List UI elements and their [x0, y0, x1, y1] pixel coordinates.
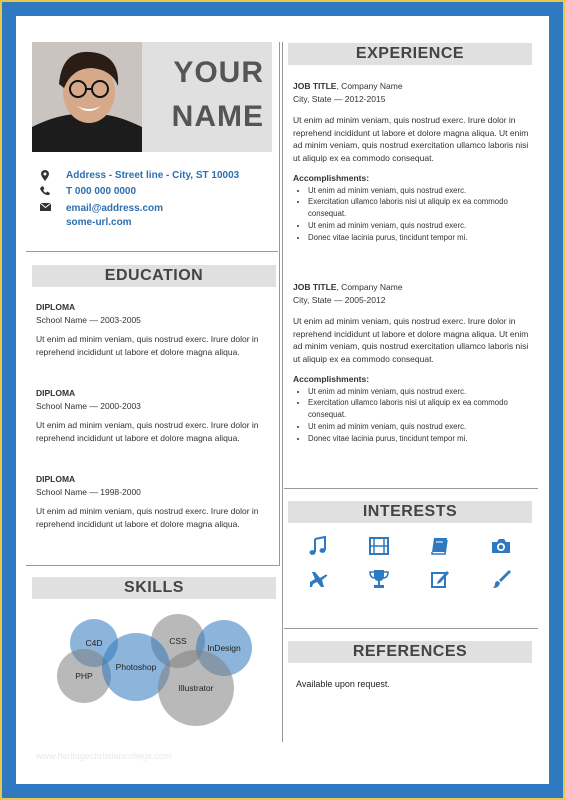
- accomplishments-label: Accomplishments:: [293, 173, 370, 183]
- school: School Name — 1998-2000: [36, 486, 141, 497]
- skill-label: C4D: [85, 638, 103, 648]
- phone-text: T 000 000 0000: [66, 186, 137, 197]
- company-name: , Company Name: [336, 282, 403, 292]
- list-item: • Ut enim ad minim veniam, quis nostrud exerc.: [308, 386, 533, 398]
- music-note-icon: [307, 535, 331, 559]
- education-description: Ut enim ad minim veniam, quis nostrud exerc. Irure dolor in reprehend incididunt ut labore et dolore magna aliqua.: [36, 506, 259, 529]
- list-item: • Exercitation ullamco laboris nisi ut aliquip ex ea commodo consequat.: [308, 196, 533, 220]
- list-item: • Ut enim ad minim veniam, quis nostrud exerc.: [308, 421, 533, 433]
- degree: DIPLOMA: [36, 388, 76, 398]
- watermark: www.heritagechristiancollege.com: [36, 751, 172, 761]
- camera-icon: [490, 535, 514, 559]
- profile-photo: [32, 42, 142, 152]
- skills-heading: SKILLS: [32, 577, 276, 599]
- job-title: JOB TITLE: [293, 81, 337, 91]
- job-description: Ut enim ad minim veniam, quis nostrud exerc. Irure dolor in reprehend incididunt ut labore et dolore magna aliqua. Ut enim ad minim veniam, quis nostrud exercitation ullamco laboris nisi ut aliquip ex ea commodo consequat.: [293, 115, 529, 163]
- resume-page: [16, 16, 549, 784]
- company-name: , Company Name: [336, 81, 403, 91]
- divider: [282, 42, 283, 742]
- school: School Name — 2000-2003: [36, 400, 141, 411]
- job-entry: [293, 80, 533, 243]
- education-item: [36, 473, 268, 530]
- airplane-icon: [307, 568, 331, 592]
- school: School Name — 2003-2005: [36, 314, 141, 325]
- name-line-2: NAME: [171, 100, 264, 133]
- skill-label: PHP: [75, 671, 93, 681]
- skill-bubble-php: [57, 649, 111, 703]
- job-location: City, State — 2012-2015: [293, 93, 386, 104]
- film-strip-icon: [368, 535, 392, 559]
- job-title: JOB TITLE: [293, 282, 337, 292]
- skill-bubble-illustrator: [158, 650, 234, 726]
- list-item: • Ut enim ad minim veniam, quis nostrud exerc.: [308, 220, 533, 232]
- name-box: [142, 42, 272, 152]
- book-icon: [429, 535, 453, 559]
- job-entry: [293, 281, 533, 444]
- list-item: • Donec vitae lacinia purus, tincidunt tempor mi.: [308, 433, 533, 445]
- phone-icon: [38, 186, 52, 199]
- address-text: Address - Street line - City, ST 10003: [66, 170, 240, 181]
- experience-heading: EXPERIENCE: [288, 43, 532, 65]
- divider: [284, 628, 538, 629]
- education-item: [36, 301, 268, 358]
- references-heading: REFERENCES: [288, 641, 532, 663]
- divider: [284, 488, 538, 489]
- list-item: • Donec vitae lacinia purus, tincidunt tempor mi.: [308, 232, 533, 244]
- envelope-icon: [38, 203, 52, 214]
- skills-bubble-chart: [46, 606, 266, 736]
- accomplishments-list: [293, 185, 533, 244]
- trophy-icon: [368, 568, 392, 592]
- paintbrush-icon: [490, 568, 514, 592]
- interests-heading: INTERESTS: [288, 501, 532, 523]
- divider: [26, 251, 278, 252]
- skill-label: InDesign: [207, 643, 241, 653]
- education-description: Ut enim ad minim veniam, quis nostrud exerc. Irure dolor in reprehend incididunt ut labore et dolore magna aliqua.: [36, 420, 259, 443]
- education-item: [36, 387, 268, 444]
- skill-label: CSS: [169, 636, 187, 646]
- accomplishments-label: Accomplishments:: [293, 374, 370, 384]
- degree: DIPLOMA: [36, 474, 76, 484]
- degree: DIPLOMA: [36, 302, 76, 312]
- name-line-1: YOUR: [173, 56, 264, 89]
- accomplishments-list: [293, 386, 533, 445]
- divider: [26, 565, 280, 566]
- education-heading: EDUCATION: [32, 265, 276, 287]
- list-item: • Ut enim ad minim veniam, quis nostrud exerc.: [308, 185, 533, 197]
- skill-label: Illustrator: [178, 683, 214, 693]
- education-description: Ut enim ad minim veniam, quis nostrud exerc. Irure dolor in reprehend incididunt ut labore et dolore magna aliqua.: [36, 334, 259, 357]
- job-location: City, State — 2005-2012: [293, 294, 386, 305]
- references-text: Available upon request.: [296, 679, 390, 689]
- divider: [279, 42, 280, 566]
- job-description: Ut enim ad minim veniam, quis nostrud exerc. Irure dolor in reprehend incididunt ut labore et dolore magna aliqua. Ut enim ad minim veniam, quis nostrud exercitation ullamco laboris nisi ut aliquip ex ea commodo consequat.: [293, 316, 529, 364]
- email-link[interactable]: email@address.com: [66, 203, 164, 214]
- map-pin-icon: [38, 170, 52, 184]
- list-item: • Exercitation ullamco laboris nisi ut aliquip ex ea commodo consequat.: [308, 397, 533, 421]
- skill-label: Photoshop: [115, 662, 157, 672]
- edit-icon: [429, 568, 453, 592]
- url-link[interactable]: some-url.com: [66, 217, 132, 228]
